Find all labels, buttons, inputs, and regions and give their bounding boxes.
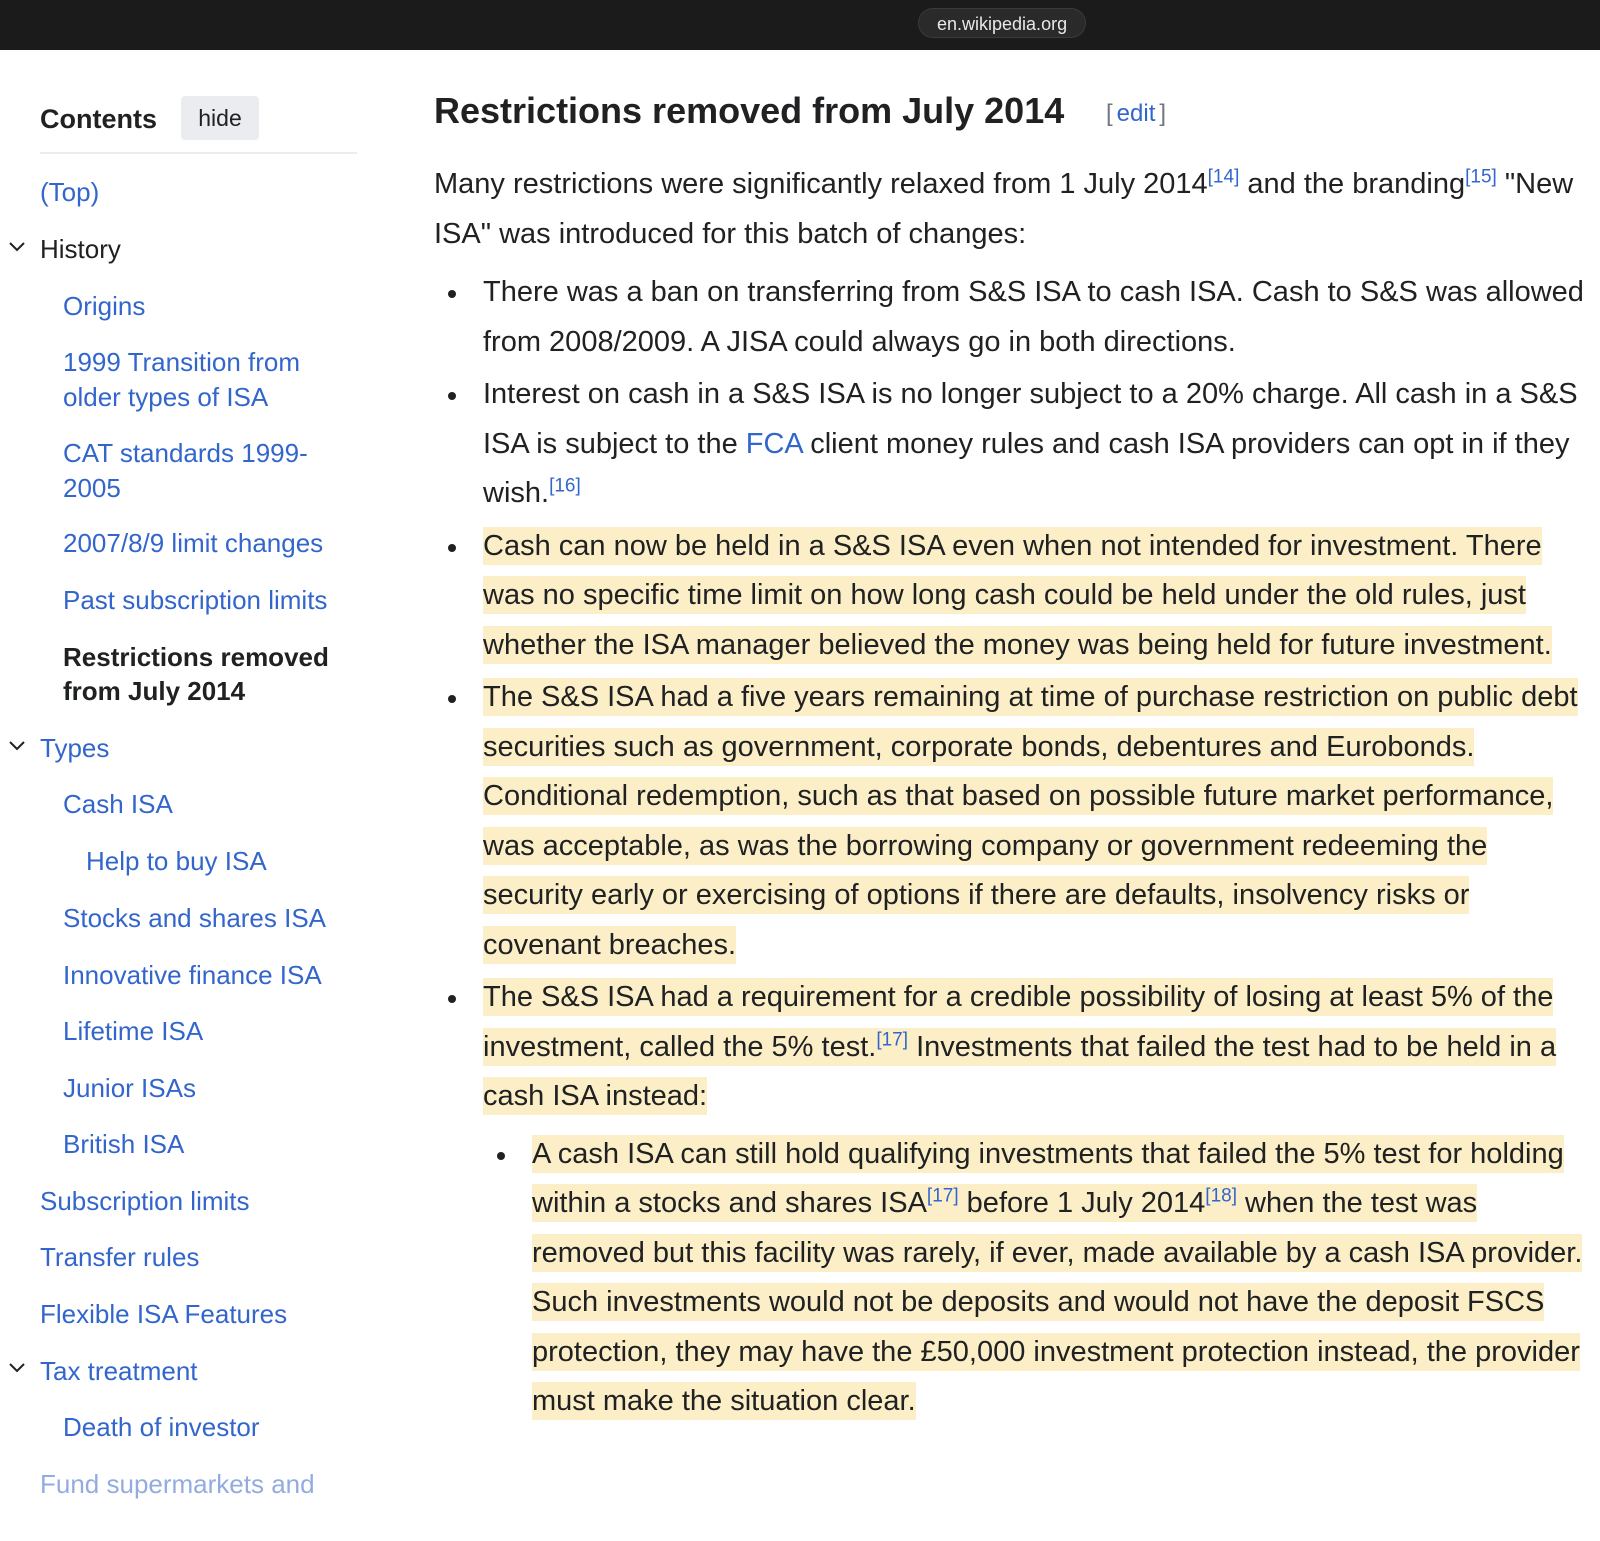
chevron-down-icon[interactable] (9, 1360, 25, 1376)
bullet-icon (497, 1152, 505, 1160)
toc-item-cash-isa[interactable]: Cash ISA (63, 789, 173, 819)
toc-item-restrictions-removed[interactable]: Restrictions removed (63, 642, 329, 672)
toc-item-subscription-limits[interactable]: Subscription limits (40, 1186, 250, 1216)
citation-14[interactable]: [14] (1207, 166, 1240, 188)
list-item-text: There was a ban on transferring from S&S ISA to cash ISA. Cash to S&S was allowed from 2008/2009. A JISA could always go in both directions. (483, 276, 1584, 358)
citation-15[interactable]: [15] (1465, 166, 1497, 188)
toc-item-history[interactable]: History (40, 234, 121, 264)
table-of-contents (0, 50, 400, 1541)
edit-link[interactable]: edit (1116, 100, 1156, 127)
edit-bracket-close: ] (1159, 100, 1167, 127)
toc-item-stocks-shares-isa[interactable]: Stocks and shares ISA (63, 903, 327, 933)
toc-item-british-isa[interactable]: British ISA (63, 1129, 185, 1159)
browser-top-bar (0, 0, 1600, 50)
intro-text: and the branding (1239, 168, 1466, 200)
toc-item-restrictions-removed-line2[interactable]: from July 2014 (63, 676, 246, 706)
bullet-icon (448, 995, 456, 1003)
highlighted-text: The S&S ISA had a five years remaining at time of purchase restriction on public debt securities such as government, corporate bonds, debentures and Eurobonds. Conditional redemption, such as that based on possible future market performance, was acceptable, as was the borrowing company or government redeeming the security early or exercising of options if there are defaults, insolvency risks or covenant breaches. (483, 678, 1578, 964)
list-item-text: before 1 July 2014 (958, 1187, 1206, 1219)
toc-item-1999-transition[interactable]: 1999 Transition from (63, 347, 301, 377)
edit-section (1106, 100, 1166, 128)
highlighted-text: Cash can now be held in a S&S ISA even when not intended for investment. There was no specific time limit on how long cash could be held under the old rules, just whether the ISA manager believed the money was being held for future investment. (483, 527, 1552, 664)
intro-text: Many restrictions were significantly relaxed from 1 July 2014 (434, 168, 1208, 200)
bullet-icon (448, 695, 456, 703)
bullet-icon (448, 290, 456, 298)
chevron-down-icon[interactable] (9, 239, 25, 255)
toc-item-types[interactable]: Types (40, 733, 110, 763)
list-item-text: A cash ISA can still hold qualifying investments that failed the 5% test for holding within a stocks and shares ISA (532, 1137, 1564, 1219)
toc-item-transfer-rules[interactable]: Transfer rules (40, 1242, 200, 1272)
toc-item-1999-transition-line2[interactable]: older types of ISA (63, 382, 269, 412)
list-item-highlighted (434, 973, 1584, 1122)
bullet-icon (448, 392, 456, 400)
highlighted-text (532, 1135, 1582, 1421)
citation-17[interactable]: [17] (876, 1028, 909, 1050)
intro-paragraph (434, 159, 1574, 259)
list-item-text: when the test was removed but this facility was rarely, if ever, made available by a cash ISA provider. Such investments would not be deposits and would not have the deposit FSCS protection, they may have the £50,000 investment protection instead, the provider must make the situation clear. (532, 1187, 1583, 1417)
toc-item-innovative-finance-isa[interactable]: Innovative finance ISA (63, 960, 322, 990)
toc-item-fund-supermarkets[interactable]: Fund supermarkets and (40, 1469, 315, 1499)
toc-item-cat-standards-line2[interactable]: 2005 (63, 473, 121, 503)
list-item-text: Interest on cash in a S&S ISA is no longer subject to a 20% charge. All cash in a S&S ISA is subject to the (483, 378, 1578, 460)
list-item-highlighted (434, 673, 1584, 970)
section-heading: Restrictions removed from July 2014 (434, 90, 1065, 131)
toc-item-limit-changes[interactable]: 2007/8/9 limit changes (63, 528, 324, 558)
list-item (434, 268, 1584, 367)
toc-header (40, 96, 357, 154)
toc-item-past-subscription-limits[interactable]: Past subscription limits (63, 585, 328, 615)
chevron-down-icon[interactable] (9, 738, 25, 754)
toc-item-death-of-investor[interactable]: Death of investor (63, 1412, 260, 1442)
citation-17[interactable]: [17] (926, 1185, 959, 1207)
edit-bracket-open: [ (1106, 100, 1113, 127)
citation-18[interactable]: [18] (1205, 1185, 1237, 1207)
toc-hide-button[interactable]: hide (181, 96, 259, 140)
url-bar[interactable]: en.wikipedia.org (918, 8, 1086, 38)
changes-list (434, 268, 1584, 1427)
citation-16[interactable]: [16] (549, 475, 581, 497)
fca-link[interactable]: FCA (745, 427, 803, 460)
toc-item-cat-standards[interactable]: CAT standards 1999- (63, 438, 308, 468)
toc-title: Contents (40, 104, 157, 134)
list-item-text: The S&S ISA had a requirement for a credible possibility of losing at least 5% of the investment, called the 5% test. (483, 981, 1554, 1063)
toc-item-flexible-isa-features[interactable]: Flexible ISA Features (40, 1299, 288, 1329)
list-item-text: Investments that failed the test had to be held in a cash ISA instead: (483, 1030, 1557, 1112)
toc-item-top[interactable]: (Top) (40, 177, 100, 207)
toc-item-help-to-buy-isa[interactable]: Help to buy ISA (86, 846, 267, 876)
toc-item-lifetime-isa[interactable]: Lifetime ISA (63, 1016, 204, 1046)
list-item-highlighted (434, 522, 1584, 671)
list-item-text: client money rules and cash ISA providers can opt in if they wish. (483, 427, 1570, 509)
toc-item-tax-treatment[interactable]: Tax treatment (40, 1356, 198, 1386)
toc-item-origins[interactable]: Origins (63, 291, 146, 321)
intro-text: "New ISA" was introduced for this batch of changes: (434, 168, 1574, 250)
toc-item-junior-isas[interactable]: Junior ISAs (63, 1073, 196, 1103)
highlighted-text (483, 978, 1556, 1115)
bullet-icon (448, 544, 456, 552)
nested-list-item-highlighted (434, 1130, 1584, 1427)
list-item (434, 370, 1584, 519)
